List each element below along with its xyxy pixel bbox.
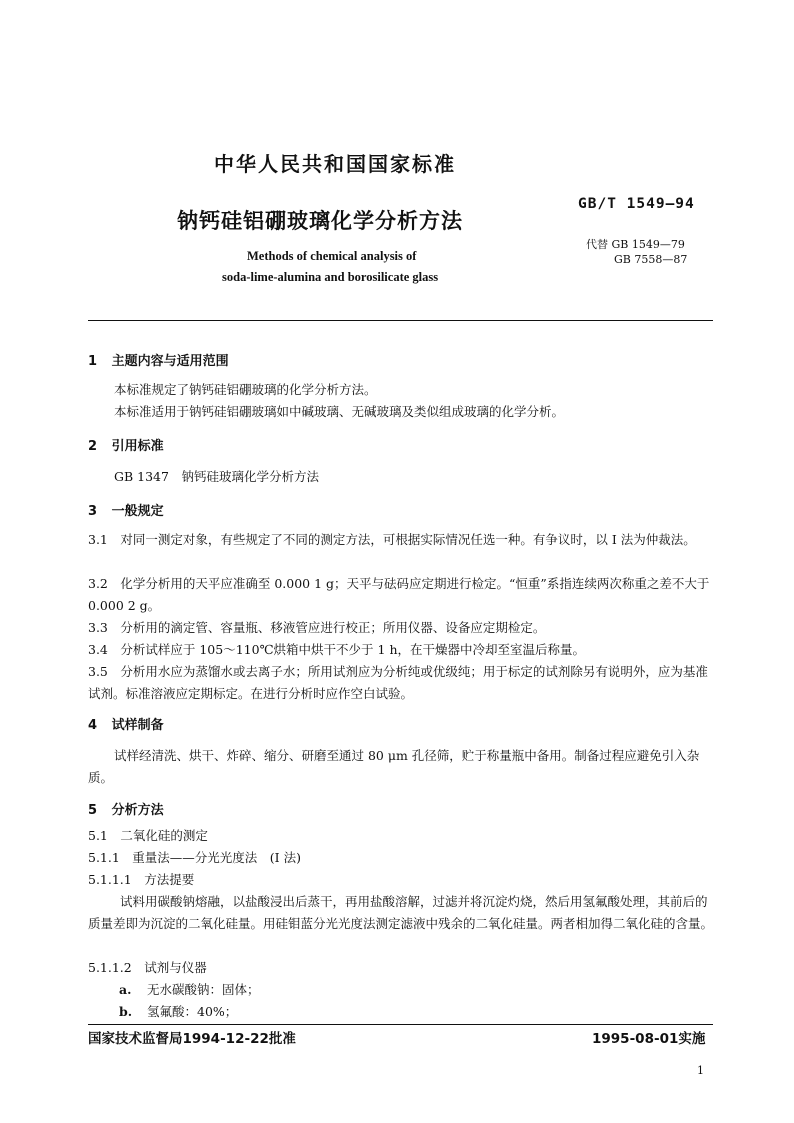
national-standard-title: 中华人民共和国国家标准 — [214, 152, 456, 176]
section-1-paragraph-2: 本标准适用于钠钙硅铝硼玻璃如中碱玻璃、无碱玻璃及类似组成玻璃的化学分析。 — [114, 404, 565, 419]
effective-date: 1995-08-01实施 — [592, 1031, 706, 1047]
clause-3-4: 3.4 分析试样应于 105～110℃烘箱中烘干不少于 1 h，在干燥器中冷却至室温后称量。 — [88, 642, 586, 657]
section-4-title: 试样制备 — [111, 718, 164, 733]
section-5-title: 分析方法 — [111, 803, 164, 818]
footer-divider — [88, 1024, 713, 1025]
subclause-5-1-1-1: 5.1.1.1 方法提要 — [88, 872, 195, 887]
section-3-number: 3 — [88, 504, 98, 519]
section-4-number: 4 — [88, 718, 98, 733]
subclause-5-1: 5.1 二氧化硅的测定 — [88, 828, 208, 843]
reagent-item-b — [119, 1001, 237, 1023]
method-summary-paragraph: 试料用碳酸钠熔融，以盐酸浸出后蒸干，再用盐酸溶解，过滤并将沉淀灼烧，然后用氢氟酸处理，其前后的质量差即为沉淀的二氧化硅量。用硅钼蓝分光光度法测定滤液中残余的二氧化硅量。两者相加得二氧化硅的含量。 — [88, 894, 714, 931]
replaces-label: 代替 — [586, 238, 608, 251]
section-4-paragraph: 试样经清洗、烘干、炸碎、缩分、研磨至通过 80 μm 孔径筛，贮于称量瓶中备用。制备过程应避免引入杂质。 — [88, 748, 700, 785]
clause-3-1: 3.1 对同一测定对象，有些规定了不同的测定方法，可根据实际情况任选一种。有争议时，以 I 法为仲裁法。 — [88, 532, 696, 547]
clause-3-2: 3.2 化学分析用的天平应准确至 0.000 1 g；天平与砝码应定期进行检定。“恒重”系指连续两次称重之差不大于 0.000 2 g。 — [88, 576, 710, 613]
section-1-heading — [88, 350, 229, 369]
section-4-heading — [88, 714, 164, 733]
reagent-item-a-label: a. — [119, 982, 132, 997]
section-3-title: 一般规定 — [111, 504, 164, 519]
section-1-paragraph-1: 本标准规定了钠钙硅铝硼玻璃的化学分析方法。 — [114, 382, 377, 397]
clause-3-3: 3.3 分析用的滴定管、容量瓶、移液管应进行校正；所用仪器、设备应定期检定。 — [88, 620, 546, 635]
clause-3-5: 3.5 分析用水应为蒸馏水或去离子水；所用试剂应为分析纯或优级纯；用于标定的试剂除另有说明外，应为基准试剂。标准溶液应定期标定。在进行分析时应作空白试验。 — [88, 664, 708, 701]
section-2-heading — [88, 435, 164, 454]
section-5-number: 5 — [88, 803, 98, 818]
section-2-reference: GB 1347 钠钙硅玻璃化学分析方法 — [114, 469, 319, 484]
replaces-standard-2: GB 7558—87 — [614, 253, 688, 266]
subclause-5-1-1: 5.1.1 重量法——分光光度法 (I 法) — [88, 850, 301, 865]
standard-number: GB/T 1549—94 — [578, 196, 695, 212]
document-title-cn: 钠钙硅铝硼玻璃化学分析方法 — [177, 209, 463, 233]
section-1-number: 1 — [88, 354, 98, 369]
subclause-5-1-1-2: 5.1.1.2 试剂与仪器 — [88, 960, 207, 975]
header-divider — [88, 320, 713, 321]
reagent-item-a — [119, 979, 260, 1001]
reagent-item-a-text: 无水碳酸钠：固体； — [147, 982, 260, 997]
section-5-heading — [88, 799, 164, 818]
approval-date: 国家技术监督局1994-12-22批准 — [88, 1031, 296, 1047]
page-number: 1 — [697, 1064, 704, 1077]
document-title-en-line2: soda-lime-alumina and borosilicate glass — [222, 270, 439, 284]
section-2-number: 2 — [88, 439, 98, 454]
document-title-en-line1: Methods of chemical analysis of — [247, 249, 417, 263]
replaces-standard-1: GB 1549—79 — [611, 238, 685, 251]
section-2-title: 引用标准 — [111, 439, 164, 454]
section-1-title: 主题内容与适用范围 — [111, 354, 229, 369]
replaces-block — [586, 237, 687, 267]
reagent-item-b-label: b. — [119, 1004, 133, 1019]
section-3-heading — [88, 500, 164, 519]
reagent-item-b-text: 氢氟酸：40%； — [147, 1004, 238, 1019]
